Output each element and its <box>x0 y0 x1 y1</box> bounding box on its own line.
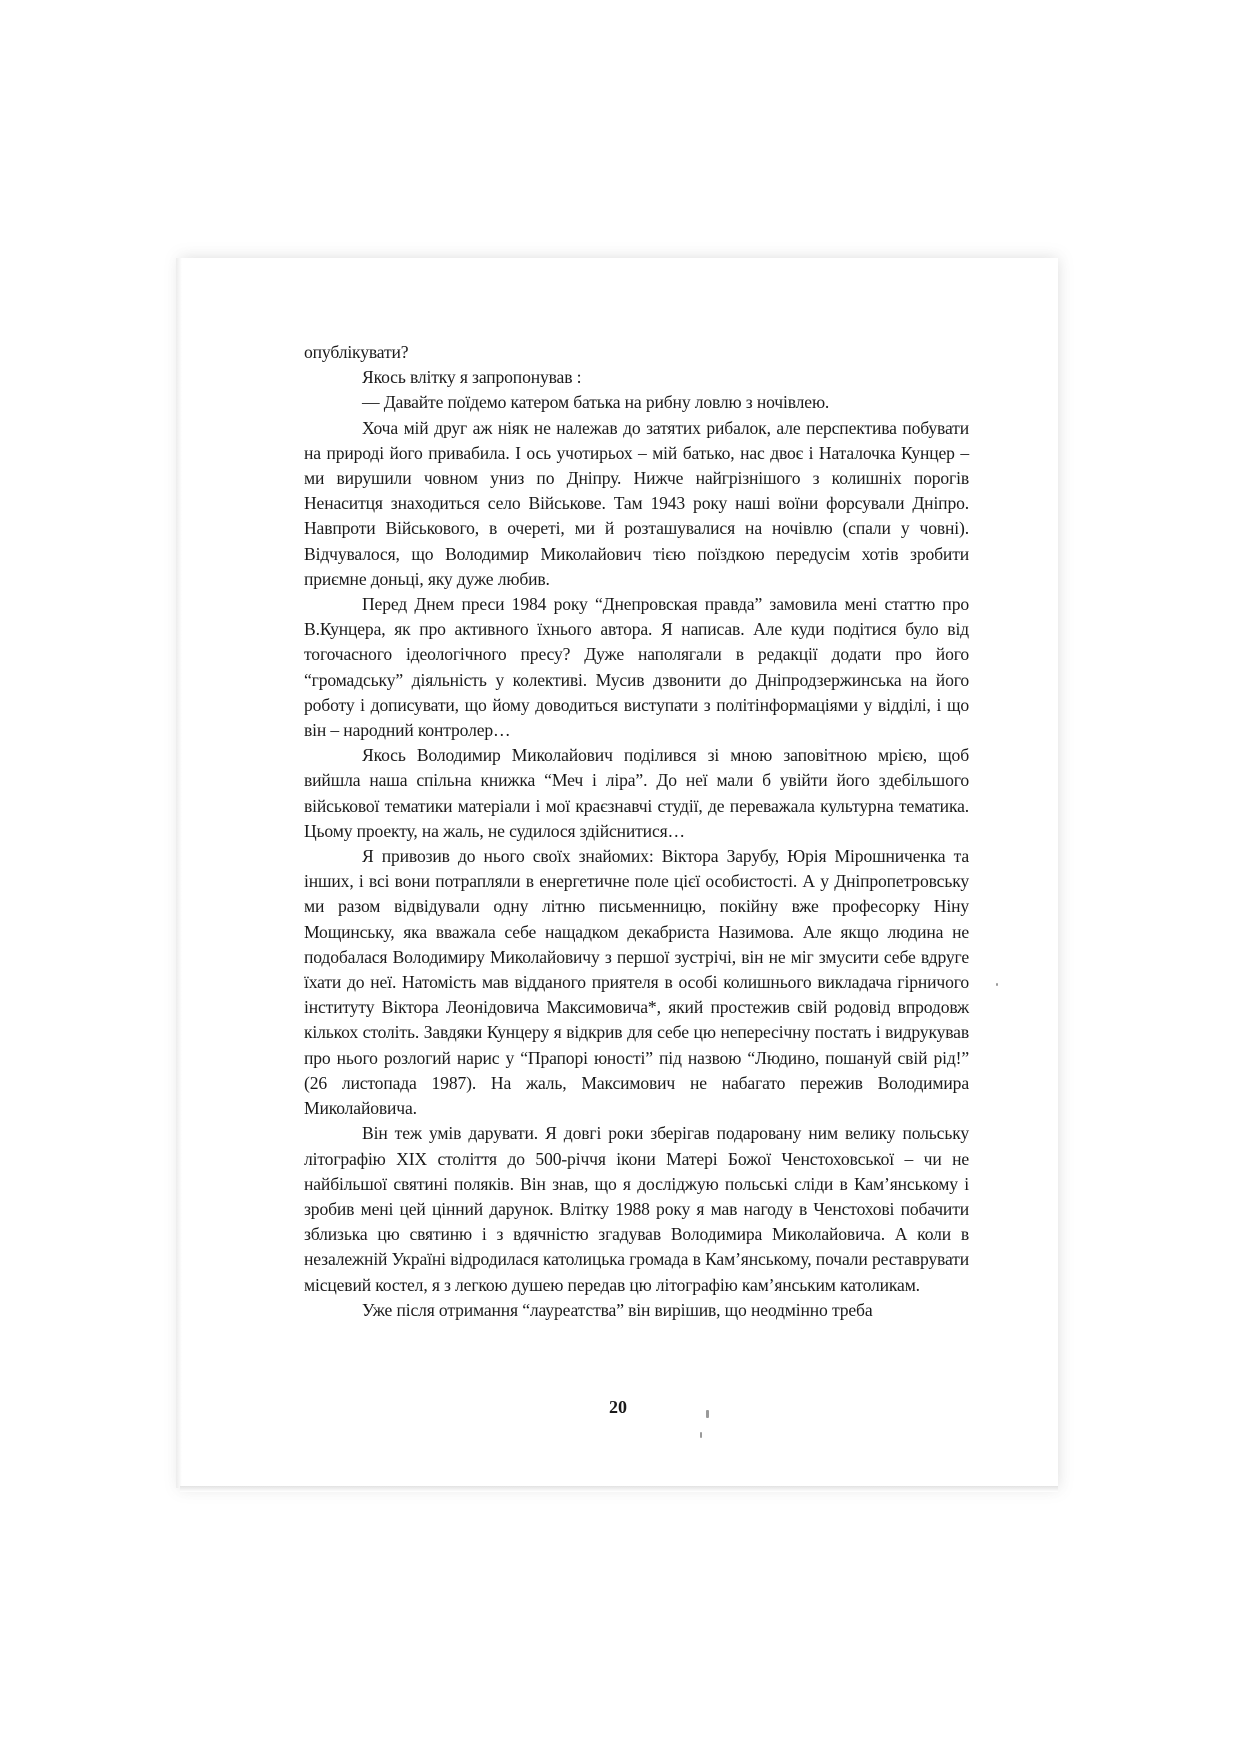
page-edge-shadow <box>180 1486 1058 1492</box>
paragraph: Уже після отримання “лауреатства” він вирішив, що неодмінно треба <box>362 1299 873 1320</box>
paragraph: Я привозив до нього своїх знайомих: Віктора Зарубу, Юрія Мірошниченка та інших, і всі вони потрапляли в енергетичне поле цієї особистості. А у Дніпропетровську ми разом відвідували одну літню письменницю, покійну вже професорку Ніну Мощинську, яка вважала себе нащадком декабриста Назимова. Але якщо людина не подобалася Володимиру Миколайовичу з першої зустрічі, він не міг змусити себе вдруге їхати до неї. Натомість мав відданого приятеля в особі колишнього викладача гірничого інституту Віктора Леонідовича Максимовича*, який простежив свій родовід впродовж кількох століть. Завдяки Кунцеру я відкрив для себе цю непересічну постать і видрукував про нього розлогий нарис у “Прапорі юності” під назвою “Людино, пошануй свій рід!” (26 листопада 1987). На жаль, Максимович не набагато пережив Володимира Миколайовича. <box>304 846 969 1119</box>
scan-speck <box>700 1432 702 1438</box>
paragraph: — Давайте поїдемо катером батька на рибну ловлю з ночівлею. <box>362 392 830 413</box>
paragraph: Якось влітку я запропонував : <box>362 367 582 388</box>
paragraph: опублікувати? <box>304 342 409 362</box>
scan-speck <box>706 1410 709 1418</box>
body-text <box>304 340 969 1323</box>
paragraph: Якось Володимир Миколайович поділився зі мною заповітною мрією, щоб вийшла наша спільна книжка “Меч і ліра”. До неї мали б увійти його здебільшого військової тематики матеріали і мої краєзнавчі студії, де переважала культурна тематика. Цьому проекту, на жаль, не судилося здійснитися… <box>304 745 969 841</box>
paragraph: Перед Днем преси 1984 року “Днепровская правда” замовила мені статтю про В.Кунцера, як про активного їхнього автора. Я написав. Але куди подітися було від тогочасного ідеологічного пресу? Дуже наполягали в редакції додати про його “громадську” діяльність у колективі. Мусив дзвонити до Дніпродзержинська на його роботу і дописувати, що йому доводиться виступати з політінформаціями у відділі, і що він – народний контролер… <box>304 594 969 741</box>
page-edge-shadow <box>176 258 182 1488</box>
paragraph: Він теж умів дарувати. Я довгі роки зберігав подаровану ним велику польську літографію XIX століття до 500-річчя ікони Матері Божої Ченстоховської – чи не найбільшої святині поляків. Він знав, що я досліджую польські сліди в Кам’янському і зробив мені цей цінний дарунок. Влітку 1988 року я мав нагоду в Ченстохові побачити зблизька цю святиню і з вдячністю згадував Володимира Миколайовича. А коли в незалежній Україні відродилася католицька громада в Кам’янському, почали реставрувати місцевий костел, я з легкою душею передав цю літографію кам’янським католикам. <box>304 1123 969 1295</box>
scan-speck <box>996 983 998 986</box>
page-number: 20 <box>609 1397 627 1417</box>
paragraph: Хоча мій друг аж ніяк не належав до затятих рибалок, але перспектива побувати на природі його привабила. І ось учотирьох – мій батько, нас двоє і Наталочка Кунцер – ми вирушили човном униз по Дніпру. Нижче найгрізнішого з колишніх порогів Ненаситця знаходиться село Військове. Там 1943 року наші воїни форсували Дніпро. Навпроти Військового, в очереті, ми й розташувалися на ночівлю (спали у човні). Відчувалося, що Володимир Миколайович тією поїздкою передусім хотів зробити приємне доньці, яку дуже любив. <box>304 417 969 589</box>
